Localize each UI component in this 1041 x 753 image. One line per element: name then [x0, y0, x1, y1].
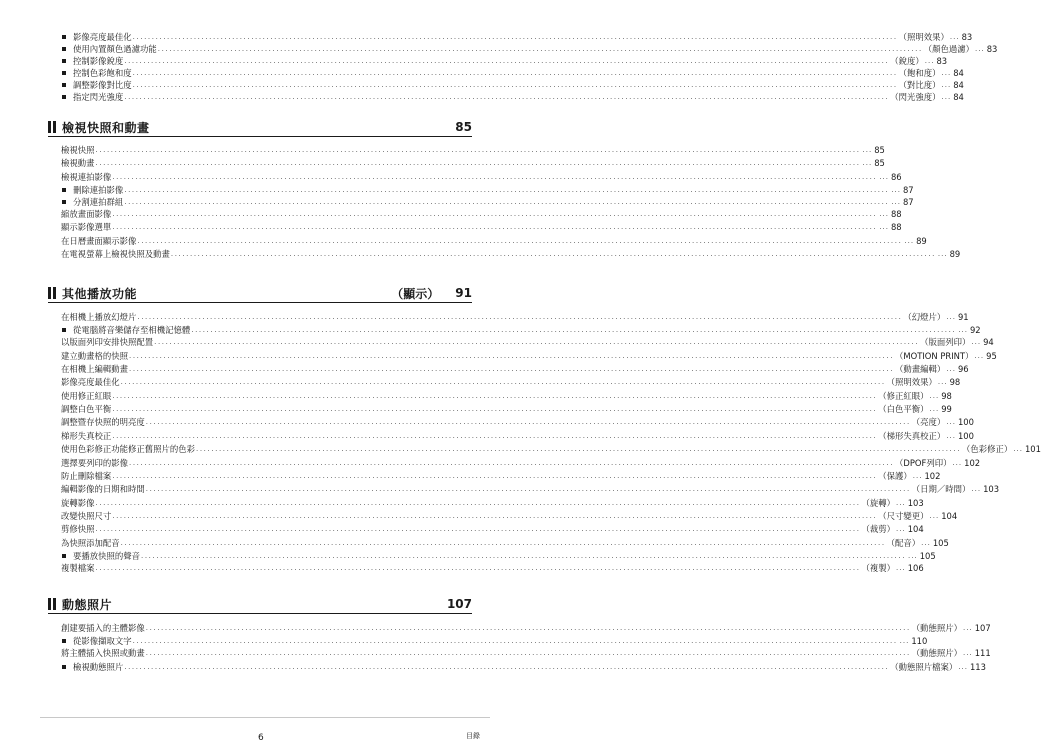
entry-title: 在相機上編輯動畫 — [61, 364, 128, 374]
entry-page: 111 — [974, 648, 991, 658]
entry-page: 84 — [953, 68, 964, 78]
bullet-square-icon — [62, 328, 66, 332]
bullet-square-icon — [62, 47, 66, 51]
dot-leader: ........................................................................................................................................................................................................ — [124, 186, 890, 194]
entry-reference: （亮度） — [911, 417, 946, 427]
toc-entry[interactable] — [61, 376, 961, 388]
dot-leader-short: ... — [924, 57, 935, 65]
entry-page: 104 — [941, 511, 958, 521]
footer-divider — [40, 717, 490, 718]
entry-page: 88 — [890, 222, 902, 232]
section-marker-icon — [48, 121, 56, 133]
entry-page: 106 — [907, 563, 924, 573]
entry-page: 98 — [941, 391, 952, 401]
entry-title: 顯示影像選單 — [61, 222, 112, 232]
entry-page: 94 — [983, 337, 994, 347]
entry-title: 從影像擷取文字 — [73, 636, 132, 646]
toc-subentry[interactable] — [73, 67, 964, 79]
dot-leader: ........................................................................................................................................................................................................ — [112, 223, 878, 231]
entry-title: 以版面列印安排快照配置 — [61, 337, 154, 347]
dot-leader-short: ... — [963, 649, 973, 657]
dot-leader-short: ... — [958, 326, 968, 334]
entry-page: 104 — [907, 524, 924, 534]
dot-leader: ........................................................................................................................................................................................................ — [137, 237, 903, 245]
dot-leader: ........................................................................................................................................................................................................ — [95, 499, 861, 507]
dot-leader-short: ... — [971, 485, 982, 493]
entry-title: 分割連拍群組 — [73, 197, 124, 207]
dot-leader-short: ... — [946, 418, 956, 426]
dot-leader-short: ... — [937, 250, 948, 258]
entry-title: 改變快照尺寸 — [61, 511, 112, 521]
entry-title: 編輯影像的日期和時間 — [61, 484, 145, 494]
entry-reference: （尺寸變更） — [878, 511, 929, 521]
dot-leader-short: ... — [896, 525, 906, 533]
toc-entry[interactable] — [61, 171, 902, 183]
dot-leader-short: ... — [899, 637, 910, 645]
entry-reference: （白色平衡） — [878, 404, 929, 414]
dot-leader: ........................................................................................................................................................................................................ — [95, 525, 861, 533]
entry-reference: （DPOF列印） — [895, 458, 952, 468]
entry-title: 檢視動態照片 — [73, 662, 124, 672]
dot-leader: ........................................................................................................................................................................................................ — [129, 352, 895, 360]
entry-page: 92 — [969, 325, 981, 335]
dot-leader: ........................................................................................................................................................................................................ — [145, 418, 911, 426]
dot-leader-short: ... — [958, 663, 968, 671]
toc-subentry[interactable] — [73, 196, 914, 208]
entry-title: 檢視快照 — [61, 145, 95, 155]
entry-title: 調整暨存快照的明亮度 — [61, 417, 145, 427]
dot-leader-short: ... — [946, 365, 956, 373]
entry-reference: （顏色過濾） — [923, 44, 975, 54]
entry-reference: （對比度） — [898, 80, 941, 90]
toc-entry[interactable] — [61, 510, 958, 522]
entry-page: 84 — [953, 80, 964, 90]
entry-page: 84 — [953, 92, 964, 102]
entry-page: 96 — [957, 364, 969, 374]
dot-leader-short: ... — [879, 210, 889, 218]
entry-reference: （旋轉） — [861, 498, 896, 508]
bullet-square-icon — [62, 59, 66, 63]
dot-leader-short: ... — [946, 432, 956, 440]
toc-entry[interactable] — [61, 430, 974, 442]
entry-title: 防止刪除檔案 — [61, 471, 112, 481]
toc-entry[interactable] — [61, 390, 952, 402]
toc-entry[interactable] — [61, 483, 1000, 495]
entry-page: 83 — [936, 56, 948, 66]
entry-page: 95 — [986, 351, 997, 361]
dot-leader: ........................................................................................................................................................................................................ — [124, 57, 890, 65]
entry-title: 檢視動畫 — [61, 158, 95, 168]
entry-page: 83 — [986, 44, 998, 54]
section-title: 動態照片 — [62, 597, 113, 612]
toc-entry[interactable] — [61, 622, 991, 634]
entry-title: 調整白色平衡 — [61, 404, 112, 414]
dot-leader-short: ... — [941, 93, 952, 101]
entry-reference: （幻燈片） — [903, 312, 946, 322]
dot-leader: ........................................................................................................................................................................................................ — [157, 45, 923, 53]
dot-leader-short: ... — [929, 405, 940, 413]
entry-page: 103 — [983, 484, 1000, 494]
entry-page: 110 — [911, 636, 928, 646]
toc-entry[interactable] — [61, 363, 969, 375]
entry-reference: （修正紅眼） — [878, 391, 929, 401]
toc-entry[interactable] — [61, 647, 991, 659]
entry-title: 從電腦將音樂儲存至相機記憶體 — [73, 325, 191, 335]
toc-subentry[interactable] — [73, 550, 936, 562]
entry-title: 剪修快照 — [61, 524, 95, 534]
entry-title: 縮放畫面影像 — [61, 209, 112, 219]
dot-leader: ........................................................................................................................................................................................................ — [124, 198, 890, 206]
dot-leader-short: ... — [862, 146, 873, 154]
entry-title: 選擇要列印的影像 — [61, 458, 128, 468]
dot-leader: ........................................................................................................................................................................................................ — [95, 159, 861, 167]
entry-reference: （配音） — [886, 538, 921, 548]
dot-leader: ........................................................................................................................................................................................................ — [191, 326, 957, 334]
toc-subentry[interactable] — [73, 324, 981, 336]
section-page: 107 — [446, 597, 472, 611]
entry-page: 103 — [907, 498, 924, 508]
dot-leader: ........................................................................................................................................................................................................ — [129, 365, 895, 373]
entry-reference: （動畫編輯） — [895, 364, 946, 374]
footer-page-number: 6 — [258, 733, 264, 743]
entry-title: 影像亮度最佳化 — [73, 32, 132, 42]
dot-leader: ........................................................................................................................................................................................................ — [132, 69, 898, 77]
dot-leader-short: ... — [908, 552, 918, 560]
entry-title: 為快照添加配音 — [61, 538, 120, 548]
toc-entry[interactable] — [61, 157, 885, 169]
entry-page: 100 — [957, 431, 974, 441]
dot-leader-short: ... — [952, 459, 963, 467]
dot-leader: ........................................................................................................................................................................................................ — [112, 405, 878, 413]
dot-leader: ........................................................................................................................................................................................................ — [132, 33, 898, 41]
dot-leader-short: ... — [946, 313, 956, 321]
section-reference: （顯示） — [391, 286, 440, 301]
dot-leader-short: ... — [971, 338, 982, 346]
entry-page: 83 — [961, 32, 973, 42]
entry-title: 檢視連拍影像 — [61, 172, 112, 182]
dot-leader: ........................................................................................................................................................................................................ — [124, 93, 890, 101]
entry-reference: （動態照片檔案） — [890, 662, 958, 672]
entry-title: 創建要插入的主體影像 — [61, 623, 145, 633]
section-marker-icon — [48, 287, 56, 299]
section-page: 91 — [455, 286, 472, 300]
dot-leader: ........................................................................................................................................................................................................ — [141, 552, 907, 560]
entry-title: 指定閃光強度 — [73, 92, 124, 102]
entry-page: 88 — [890, 209, 902, 219]
dot-leader: ........................................................................................................................................................................................................ — [112, 512, 878, 520]
dot-leader-short: ... — [941, 81, 952, 89]
entry-page: 99 — [941, 404, 952, 414]
bullet-square-icon — [62, 554, 66, 558]
entry-page: 105 — [932, 538, 949, 548]
toc-subentry[interactable] — [73, 635, 928, 647]
dot-leader: ........................................................................................................................................................................................................ — [170, 250, 936, 258]
dot-leader: ........................................................................................................................................................................................................ — [145, 485, 911, 493]
toc-entry[interactable] — [61, 523, 924, 535]
entry-title: 控制色彩飽和度 — [73, 68, 132, 78]
entry-title: 梯形失真校正 — [61, 431, 112, 441]
toc-entry[interactable] — [61, 416, 974, 428]
bullet-square-icon — [62, 95, 66, 99]
entry-title: 使用色彩修正功能修正舊照片的色彩 — [61, 444, 195, 454]
entry-reference: （日期／時間） — [911, 484, 971, 494]
bullet-square-icon — [62, 200, 66, 204]
entry-reference: （梯形失真校正） — [878, 431, 946, 441]
toc-subentry[interactable] — [73, 79, 964, 91]
bullet-square-icon — [62, 83, 66, 87]
dot-leader-short: ... — [975, 45, 985, 53]
entry-reference: （動態照片） — [911, 623, 963, 633]
toc-entry[interactable] — [61, 470, 941, 482]
dot-leader-short: ... — [929, 512, 940, 520]
dot-leader: ........................................................................................................................................................................................................ — [132, 81, 898, 89]
entry-title: 要播放快照的聲音 — [73, 551, 140, 561]
dot-leader-short: ... — [904, 237, 915, 245]
dot-leader-short: ... — [891, 186, 901, 194]
dot-leader-short: ... — [879, 223, 889, 231]
entry-page: 85 — [874, 145, 885, 155]
dot-leader-short: ... — [896, 564, 906, 572]
entry-reference: （複製） — [861, 563, 896, 573]
entry-page: 89 — [949, 249, 961, 259]
entry-reference: （裁剪） — [861, 524, 896, 534]
dot-leader-short: ... — [929, 392, 940, 400]
dot-leader: ........................................................................................................................................................................................................ — [112, 472, 878, 480]
entry-title: 旋轉影像 — [61, 498, 95, 508]
entry-page: 107 — [974, 623, 991, 633]
dot-leader-short: ... — [879, 173, 889, 181]
entry-reference: （動態照片） — [911, 648, 963, 658]
footer-label: 目錄 — [466, 732, 480, 740]
dot-leader: ........................................................................................................................................................................................................ — [112, 432, 878, 440]
toc-entry[interactable] — [61, 208, 902, 220]
toc-subentry[interactable] — [73, 91, 964, 103]
dot-leader: ........................................................................................................................................................................................................ — [137, 313, 903, 321]
section-marker-icon — [48, 598, 56, 610]
entry-reference: （版面列印） — [920, 337, 971, 347]
entry-reference: （保護） — [878, 471, 912, 481]
entry-reference: （照明效果） — [886, 377, 937, 387]
entry-page: 89 — [916, 236, 927, 246]
toc-entry[interactable] — [61, 144, 885, 156]
toc-entry[interactable] — [61, 457, 981, 469]
toc-entry[interactable] — [61, 537, 949, 549]
dot-leader-short: ... — [1013, 445, 1023, 453]
dot-leader: ........................................................................................................................................................................................................ — [112, 392, 878, 400]
entry-page: 113 — [969, 662, 986, 672]
dot-leader: ........................................................................................................................................................................................................ — [112, 173, 878, 181]
entry-title: 將主體插入快照或動畫 — [61, 648, 145, 658]
entry-reference: （MOTION PRINT） — [895, 351, 974, 361]
entry-title: 在日曆畫面顯示影像 — [61, 236, 137, 246]
dot-leader: ........................................................................................................................................................................................................ — [145, 649, 911, 657]
bullet-square-icon — [62, 665, 66, 669]
entry-page: 91 — [957, 312, 969, 322]
dot-leader-short: ... — [941, 69, 952, 77]
bullet-square-icon — [62, 71, 66, 75]
toc-subentry[interactable] — [73, 661, 986, 673]
entry-title: 影像亮度最佳化 — [61, 377, 120, 387]
bullet-square-icon — [62, 639, 66, 643]
toc-entry[interactable] — [61, 403, 952, 415]
entry-reference: （閃光強度） — [890, 92, 941, 102]
entry-page: 98 — [949, 377, 961, 387]
entry-page: 102 — [924, 471, 941, 481]
toc-subentry[interactable] — [73, 31, 973, 43]
entry-title: 在相機上播放幻燈片 — [61, 312, 137, 322]
entry-page: 87 — [902, 197, 914, 207]
entry-title: 調整影像對比度 — [73, 80, 132, 90]
toc-entry[interactable] — [61, 497, 924, 509]
entry-title: 在電視螢幕上檢視快照及動畫 — [61, 249, 170, 259]
dot-leader: ........................................................................................................................................................................................................ — [124, 663, 890, 671]
section-title: 其他播放功能 — [62, 286, 138, 301]
dot-leader: ........................................................................................................................................................................................................ — [129, 459, 895, 467]
toc-entry[interactable] — [61, 562, 924, 574]
entry-page: 101 — [1024, 444, 1041, 454]
dot-leader: ........................................................................................................................................................................................................ — [120, 378, 886, 386]
toc-entry[interactable] — [61, 221, 902, 233]
entry-page: 102 — [964, 458, 981, 468]
dot-leader: ........................................................................................................................................................................................................ — [196, 445, 962, 453]
entry-page: 87 — [902, 185, 914, 195]
dot-leader-short: ... — [891, 198, 901, 206]
entry-reference: （照明效果） — [898, 32, 949, 42]
entry-title: 使用內置顏色過濾功能 — [73, 44, 157, 54]
entry-title: 建立動畫格的快照 — [61, 351, 128, 361]
dot-leader-short: ... — [963, 624, 973, 632]
entry-page: 86 — [890, 172, 902, 182]
bullet-square-icon — [62, 35, 66, 39]
toc-subentry[interactable] — [73, 43, 998, 55]
section-page: 85 — [455, 120, 472, 134]
entry-title: 控制影像銳度 — [73, 56, 124, 66]
toc-subentry[interactable] — [73, 55, 948, 67]
dot-leader: ........................................................................................................................................................................................................ — [145, 624, 911, 632]
entry-reference: （飽和度） — [898, 68, 941, 78]
section-header — [48, 284, 472, 303]
dot-leader-short: ... — [862, 159, 873, 167]
toc-entry[interactable] — [61, 336, 994, 348]
dot-leader-short: ... — [912, 472, 923, 480]
entry-page: 105 — [919, 551, 936, 561]
toc-entry[interactable] — [61, 248, 961, 260]
dot-leader-short: ... — [974, 352, 985, 360]
dot-leader: ........................................................................................................................................................................................................ — [132, 637, 898, 645]
dot-leader-short: ... — [949, 33, 960, 41]
dot-leader: ........................................................................................................................................................................................................ — [154, 338, 920, 346]
section-header — [48, 118, 472, 137]
toc-entry[interactable] — [61, 350, 997, 362]
entry-reference: （色彩修正） — [962, 444, 1013, 454]
toc-entry[interactable] — [61, 235, 927, 247]
dot-leader: ........................................................................................................................................................................................................ — [112, 210, 878, 218]
dot-leader: ........................................................................................................................................................................................................ — [120, 539, 886, 547]
toc-subentry[interactable] — [73, 184, 914, 196]
toc-entry[interactable] — [61, 311, 969, 323]
section-header — [48, 595, 472, 614]
bullet-square-icon — [62, 188, 66, 192]
dot-leader: ........................................................................................................................................................................................................ — [95, 564, 861, 572]
entry-reference: （銳度） — [890, 56, 924, 66]
dot-leader: ........................................................................................................................................................................................................ — [95, 146, 861, 154]
entry-title: 複製檔案 — [61, 563, 95, 573]
dot-leader-short: ... — [896, 499, 906, 507]
dot-leader-short: ... — [937, 378, 948, 386]
section-title: 檢視快照和動畫 — [62, 120, 150, 135]
entry-page: 100 — [957, 417, 974, 427]
entry-title: 使用修正紅眼 — [61, 391, 112, 401]
dot-leader-short: ... — [921, 539, 931, 547]
entry-title: 刪除連拍影像 — [73, 185, 124, 195]
toc-entry[interactable] — [61, 443, 1041, 455]
entry-page: 85 — [874, 158, 885, 168]
